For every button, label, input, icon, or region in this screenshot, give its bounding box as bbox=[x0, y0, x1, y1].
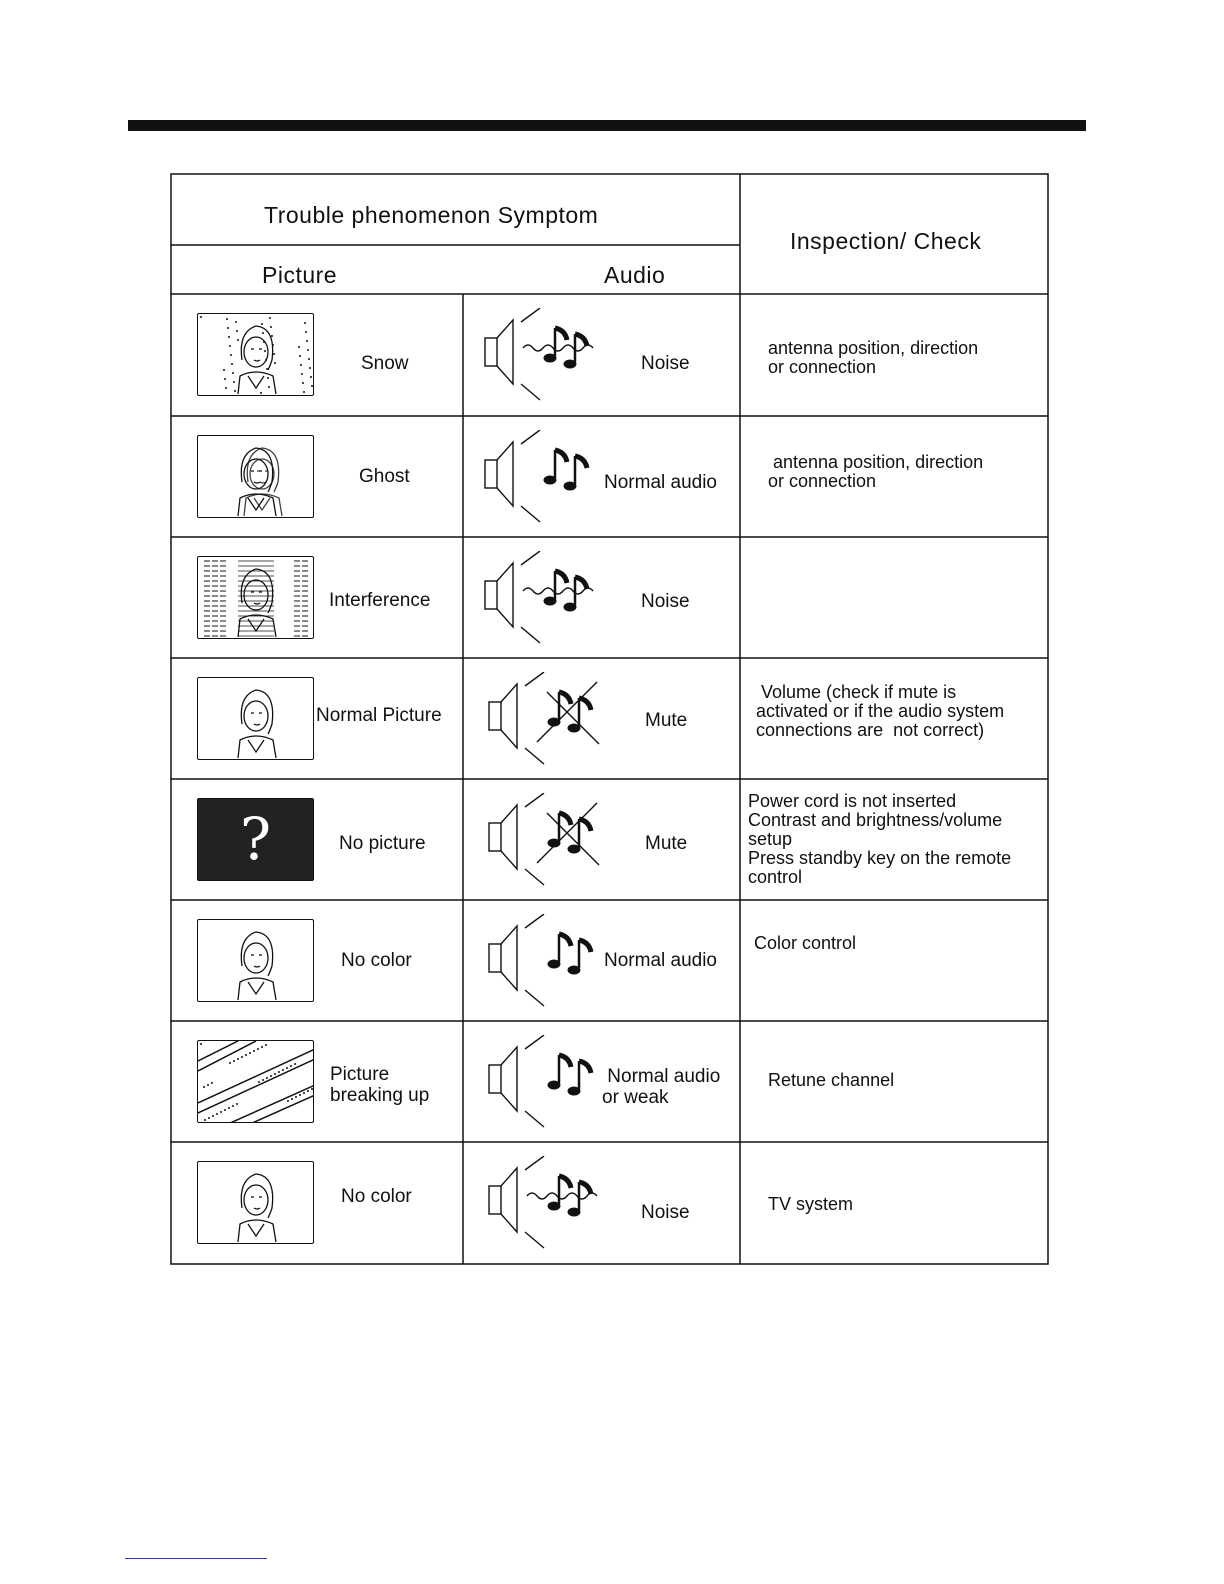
picture-symptom-label: No color bbox=[341, 950, 412, 971]
audio-symptom-label: Noise bbox=[641, 1202, 690, 1223]
picture-symptom-label: Snow bbox=[361, 353, 409, 374]
inspection-check-text: Color control bbox=[754, 933, 857, 953]
speaker-noise-icon bbox=[483, 308, 608, 408]
picture-column-header: Picture bbox=[262, 262, 338, 288]
tv-breaking-up-icon bbox=[197, 1040, 314, 1123]
tv-ghost-icon bbox=[197, 435, 314, 518]
picture-symptom-label: Ghost bbox=[359, 466, 410, 487]
audio-symptom-label: Noise bbox=[641, 353, 690, 374]
audio-symptom-label: Mute bbox=[645, 710, 688, 731]
inspection-check-text: antenna position, direction or connection bbox=[768, 338, 979, 377]
picture-symptom-label: Normal Picture bbox=[316, 705, 442, 726]
picture-symptom-label: No color bbox=[341, 1186, 412, 1207]
question-mark-glyph: ? bbox=[239, 805, 272, 873]
tv-interference-icon bbox=[197, 556, 314, 639]
speaker-noise-icon bbox=[487, 1156, 612, 1256]
check-column-header: Inspection/ Check bbox=[790, 228, 982, 254]
audio-symptom-label: Noise bbox=[641, 591, 690, 612]
inspection-check-text: Retune channel bbox=[768, 1070, 895, 1090]
tv-no-picture-icon bbox=[197, 798, 314, 881]
inspection-check-text: TV system bbox=[768, 1194, 854, 1214]
inspection-check-text: Power cord is not inserted Contrast and brightness/volume setup Press standby key on the remote control bbox=[748, 791, 1012, 887]
speaker-normal-icon bbox=[483, 430, 608, 530]
inspection-check-text: Volume (check if mute is activated or if the audio system connections are not correct) bbox=[756, 682, 1005, 740]
picture-symptom-label: Interference bbox=[329, 590, 431, 611]
tv-normal-icon bbox=[197, 677, 314, 760]
tv-no-color-icon bbox=[197, 919, 314, 1002]
speaker-normal-icon bbox=[487, 914, 612, 1014]
audio-symptom-label: Normal audio bbox=[604, 472, 717, 493]
speaker-noise-icon bbox=[483, 551, 608, 651]
inspection-check-text: antenna position, direction or connection bbox=[768, 452, 984, 491]
audio-symptom-label: Normal audio or weak bbox=[602, 1066, 721, 1108]
tv-snow-icon bbox=[197, 313, 314, 396]
speaker-normal-icon bbox=[487, 1035, 612, 1135]
tv-no-color-icon bbox=[197, 1161, 314, 1244]
footer-link-underline bbox=[125, 1558, 267, 1559]
picture-symptom-label: Picture breaking up bbox=[330, 1064, 430, 1106]
symptom-header: Trouble phenomenon Symptom bbox=[264, 202, 599, 228]
audio-column-header: Audio bbox=[604, 262, 666, 288]
picture-symptom-label: No picture bbox=[339, 833, 426, 854]
audio-symptom-label: Mute bbox=[645, 833, 688, 854]
speaker-mute-icon bbox=[487, 672, 612, 772]
speaker-mute-icon bbox=[487, 793, 612, 893]
audio-symptom-label: Normal audio bbox=[604, 950, 717, 971]
